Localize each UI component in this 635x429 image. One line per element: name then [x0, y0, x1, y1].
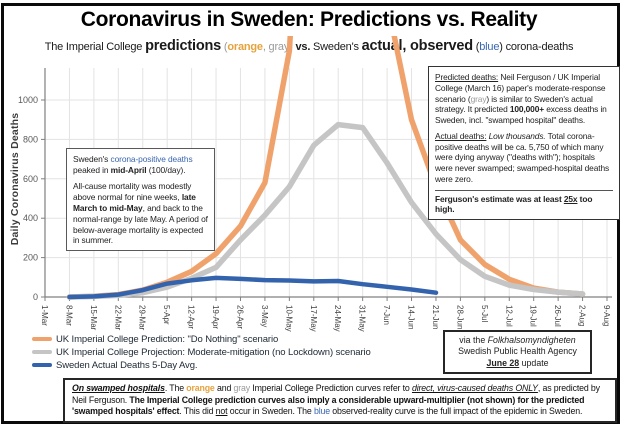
legend-item-sweden-actual: Sweden Actual Deaths 5-Day Avg.: [32, 359, 197, 371]
svg-text:31-May: 31-May: [357, 305, 367, 332]
svg-text:19-Apr: 19-Apr: [211, 305, 221, 330]
svg-text:29-Mar: 29-Mar: [137, 305, 147, 331]
svg-text:800: 800: [22, 134, 38, 145]
legend-swatch-blue: [32, 363, 52, 367]
legend-item-do-nothing: UK Imperial College Prediction: "Do Nothing" scenario: [32, 333, 278, 345]
y-axis-title: Daily Coronavirus Deaths: [9, 112, 21, 246]
svg-text:19-Jul: 19-Jul: [528, 305, 538, 327]
subtitle: The Imperial College predictions (orange, gray) vs. Sweden's actual, observed (blue) corona-deaths: [44, 38, 574, 54]
subtitle-actual: actual, observed: [361, 38, 473, 54]
svg-text:14-Jun: 14-Jun: [406, 305, 416, 330]
svg-text:28-Jun: 28-Jun: [455, 305, 465, 330]
annotation-paragraph: All-cause mortality was modestly above normal for nine weeks, late March to mid-May, and back to the normal-range by late May. A period of below-average mortality is expected in summer.: [73, 180, 208, 246]
annotation-box-sweden-deaths: [66, 148, 215, 251]
source-line: June 28 update: [486, 357, 549, 368]
svg-text:1-Mar: 1-Mar: [40, 305, 49, 326]
svg-text:8-Mar: 8-Mar: [64, 305, 74, 326]
svg-text:12-Jul: 12-Jul: [504, 305, 514, 327]
page-title: Coronavirus in Sweden: Predictions vs. Reality: [80, 8, 538, 31]
svg-text:26-Jul: 26-Jul: [553, 305, 563, 327]
annotation-paragraph: Sweden's corona-positive deaths peaked in mid-April (100/day).: [73, 154, 193, 175]
source-line: via the Folkhalsomyndigheten: [459, 335, 576, 345]
footnote-box: On swamped hospitals. The orange and gray Imperial College Prediction curves refer to direct, virus-caused deaths ONLY, as predicted by Neil Ferguson. The Imperial College prediction curves also imply a considerable upward-multiplier (not shown) for the predicted 'swamped hospitals' effect. This did not occur in Sweden. The blue observed-reality curve is the full impact of the epidemic in Sweden.: [63, 378, 617, 423]
subtitle-orange-word: orange: [227, 41, 263, 53]
legend-swatch-orange: [32, 337, 52, 341]
subtitle-blue-word: blue: [479, 41, 500, 53]
svg-text:400: 400: [22, 213, 38, 224]
annotation-paragraph: Predicted deaths: Neil Ferguson / UK Imperial College (March 16) paper's moderate-response scenario (gray) is similar to Sweden's actual strategy. It predicted 100,000+ excess deaths in Sweden, incl. "swamped hospital" deaths.: [435, 72, 607, 125]
svg-text:600: 600: [22, 173, 38, 184]
svg-text:22-Mar: 22-Mar: [113, 305, 123, 331]
svg-text:21-Jun: 21-Jun: [430, 305, 440, 330]
svg-text:1000: 1000: [17, 95, 38, 105]
svg-text:5-Jul: 5-Jul: [479, 305, 489, 323]
svg-text:15-Mar: 15-Mar: [88, 305, 98, 331]
legend-swatch-gray: [32, 350, 52, 354]
subtitle-text: The Imperial College: [44, 41, 146, 53]
subtitle-gray-word: gray: [268, 41, 290, 53]
svg-text:200: 200: [22, 252, 38, 263]
svg-text:10-May: 10-May: [284, 305, 294, 332]
source-box: [443, 330, 592, 374]
svg-text:2-Aug: 2-Aug: [577, 305, 587, 327]
svg-text:24-May: 24-May: [333, 305, 343, 332]
svg-text:3-May: 3-May: [259, 305, 269, 328]
subtitle-predictions: predictions: [145, 38, 222, 54]
legend-item-moderate-mitigation: UK Imperial College Projection: Moderate-mitigation (no Lockdown) scenario: [32, 346, 371, 358]
svg-text:7-Jun: 7-Jun: [382, 305, 392, 326]
svg-text:0: 0: [32, 292, 38, 302]
annotation-box-predicted-vs-actual: [428, 66, 620, 220]
svg-text:17-May: 17-May: [308, 305, 318, 332]
svg-text:26-Apr: 26-Apr: [235, 305, 245, 330]
source-line: Swedish Public Health Agency: [458, 346, 577, 357]
svg-text:5-Apr: 5-Apr: [162, 305, 172, 325]
annotation-paragraph: Actual deaths: Low thousands. Total corona-positive deaths will be ca. 5,750 of which many were dying anyway ("deaths with"); hospitals were never swamped; swamped-hospital deaths were zero.: [435, 130, 610, 184]
svg-text:12-Apr: 12-Apr: [186, 305, 196, 330]
annotation-conclusion: Ferguson's estimate was at least 25x too high.: [435, 190, 613, 216]
svg-text:9-Aug: 9-Aug: [602, 305, 612, 327]
